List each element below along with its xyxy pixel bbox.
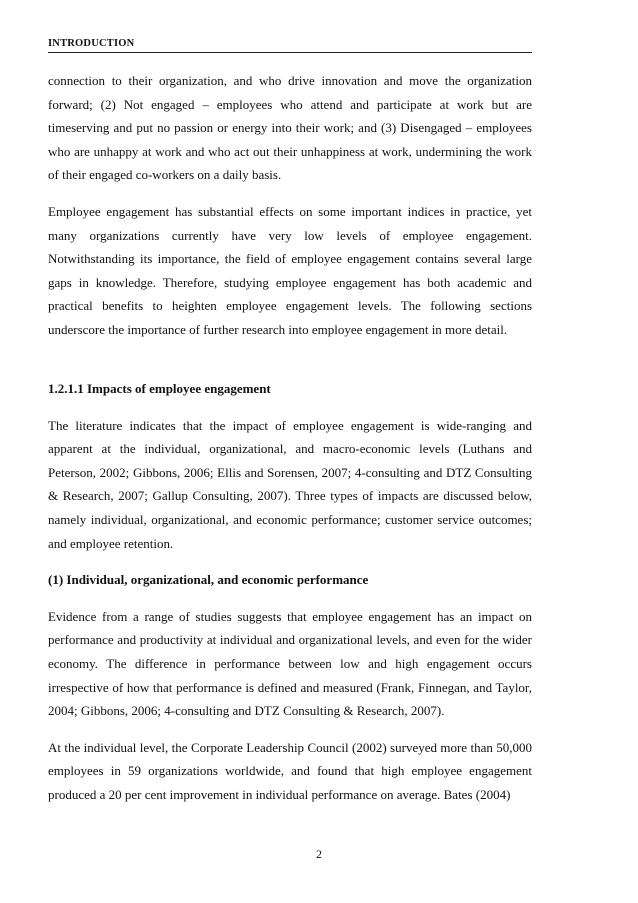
page-body	[48, 69, 532, 355]
paragraph-individual-level: At the individual level, the Corporate Leadership Council (2002) surveyed more than 50,000 employees in 59 organizations worldwide, and found that high employee engagement produced a 20 per cent improvement in individual performance on average. Bates (2004)	[48, 739, 532, 802]
section-impacts	[48, 377, 532, 820]
running-header-title: INTRODUCTION	[48, 38, 135, 49]
section-heading: 1.2.1.1 Impacts of employee engagement	[48, 381, 271, 396]
section-intro-paragraph: The literature indicates that the impact of employee engagement is wide-ranging and apparent at the individual, organizational, and macro-economic levels (Luthans and Peterson, 2002; Gibbons, 2006; Ellis and Sorensen, 2007; 4-consulting and DTZ Consulting & Research, 2007; Gallup Consulting, 2007). Three types of impacts are discussed below, namely individual, organizational, and economic performance; customer service outcomes; and employee retention.	[48, 417, 532, 551]
page-number: 2	[316, 847, 322, 861]
paragraph-continuation: connection to their organization, and who drive innovation and move the organization forward; (2) Not engaged – employees who attend and participate at work but are timeserving and put no passion or energy into their work; and (3) Disengaged – employees who are unhappy at work and who act out their unhappiness at work, undermining the work of their engaged co-workers on a daily basis.	[48, 73, 532, 183]
subsection-heading: (1) Individual, organizational, and economic performance	[48, 572, 369, 588]
header-rule	[48, 52, 532, 53]
paragraph-evidence: Evidence from a range of studies suggests that employee engagement has an impact on performance and productivity at individual and organizational levels, and even for the wider economy. The difference in performance between low and high engagement occurs irrespective of how that performance is defined and measured (Frank, Finnegan, and Taylor, 2004; Gibbons, 2006; 4-consulting and DTZ Consulting & Research, 2007).	[48, 608, 532, 719]
paragraph-engagement-effects: Employee engagement has substantial effects on some important indices in practice, yet many organizations currently have very low levels of employee engagement. Notwithstanding its importance, the field of employee engagement contains several large gaps in knowledge. Therefore, studying employee engagement has both academic and practical benefits to heighten employee engagement levels. The following sections underscore the importance of further research into employee engagement in more detail.	[48, 203, 532, 337]
